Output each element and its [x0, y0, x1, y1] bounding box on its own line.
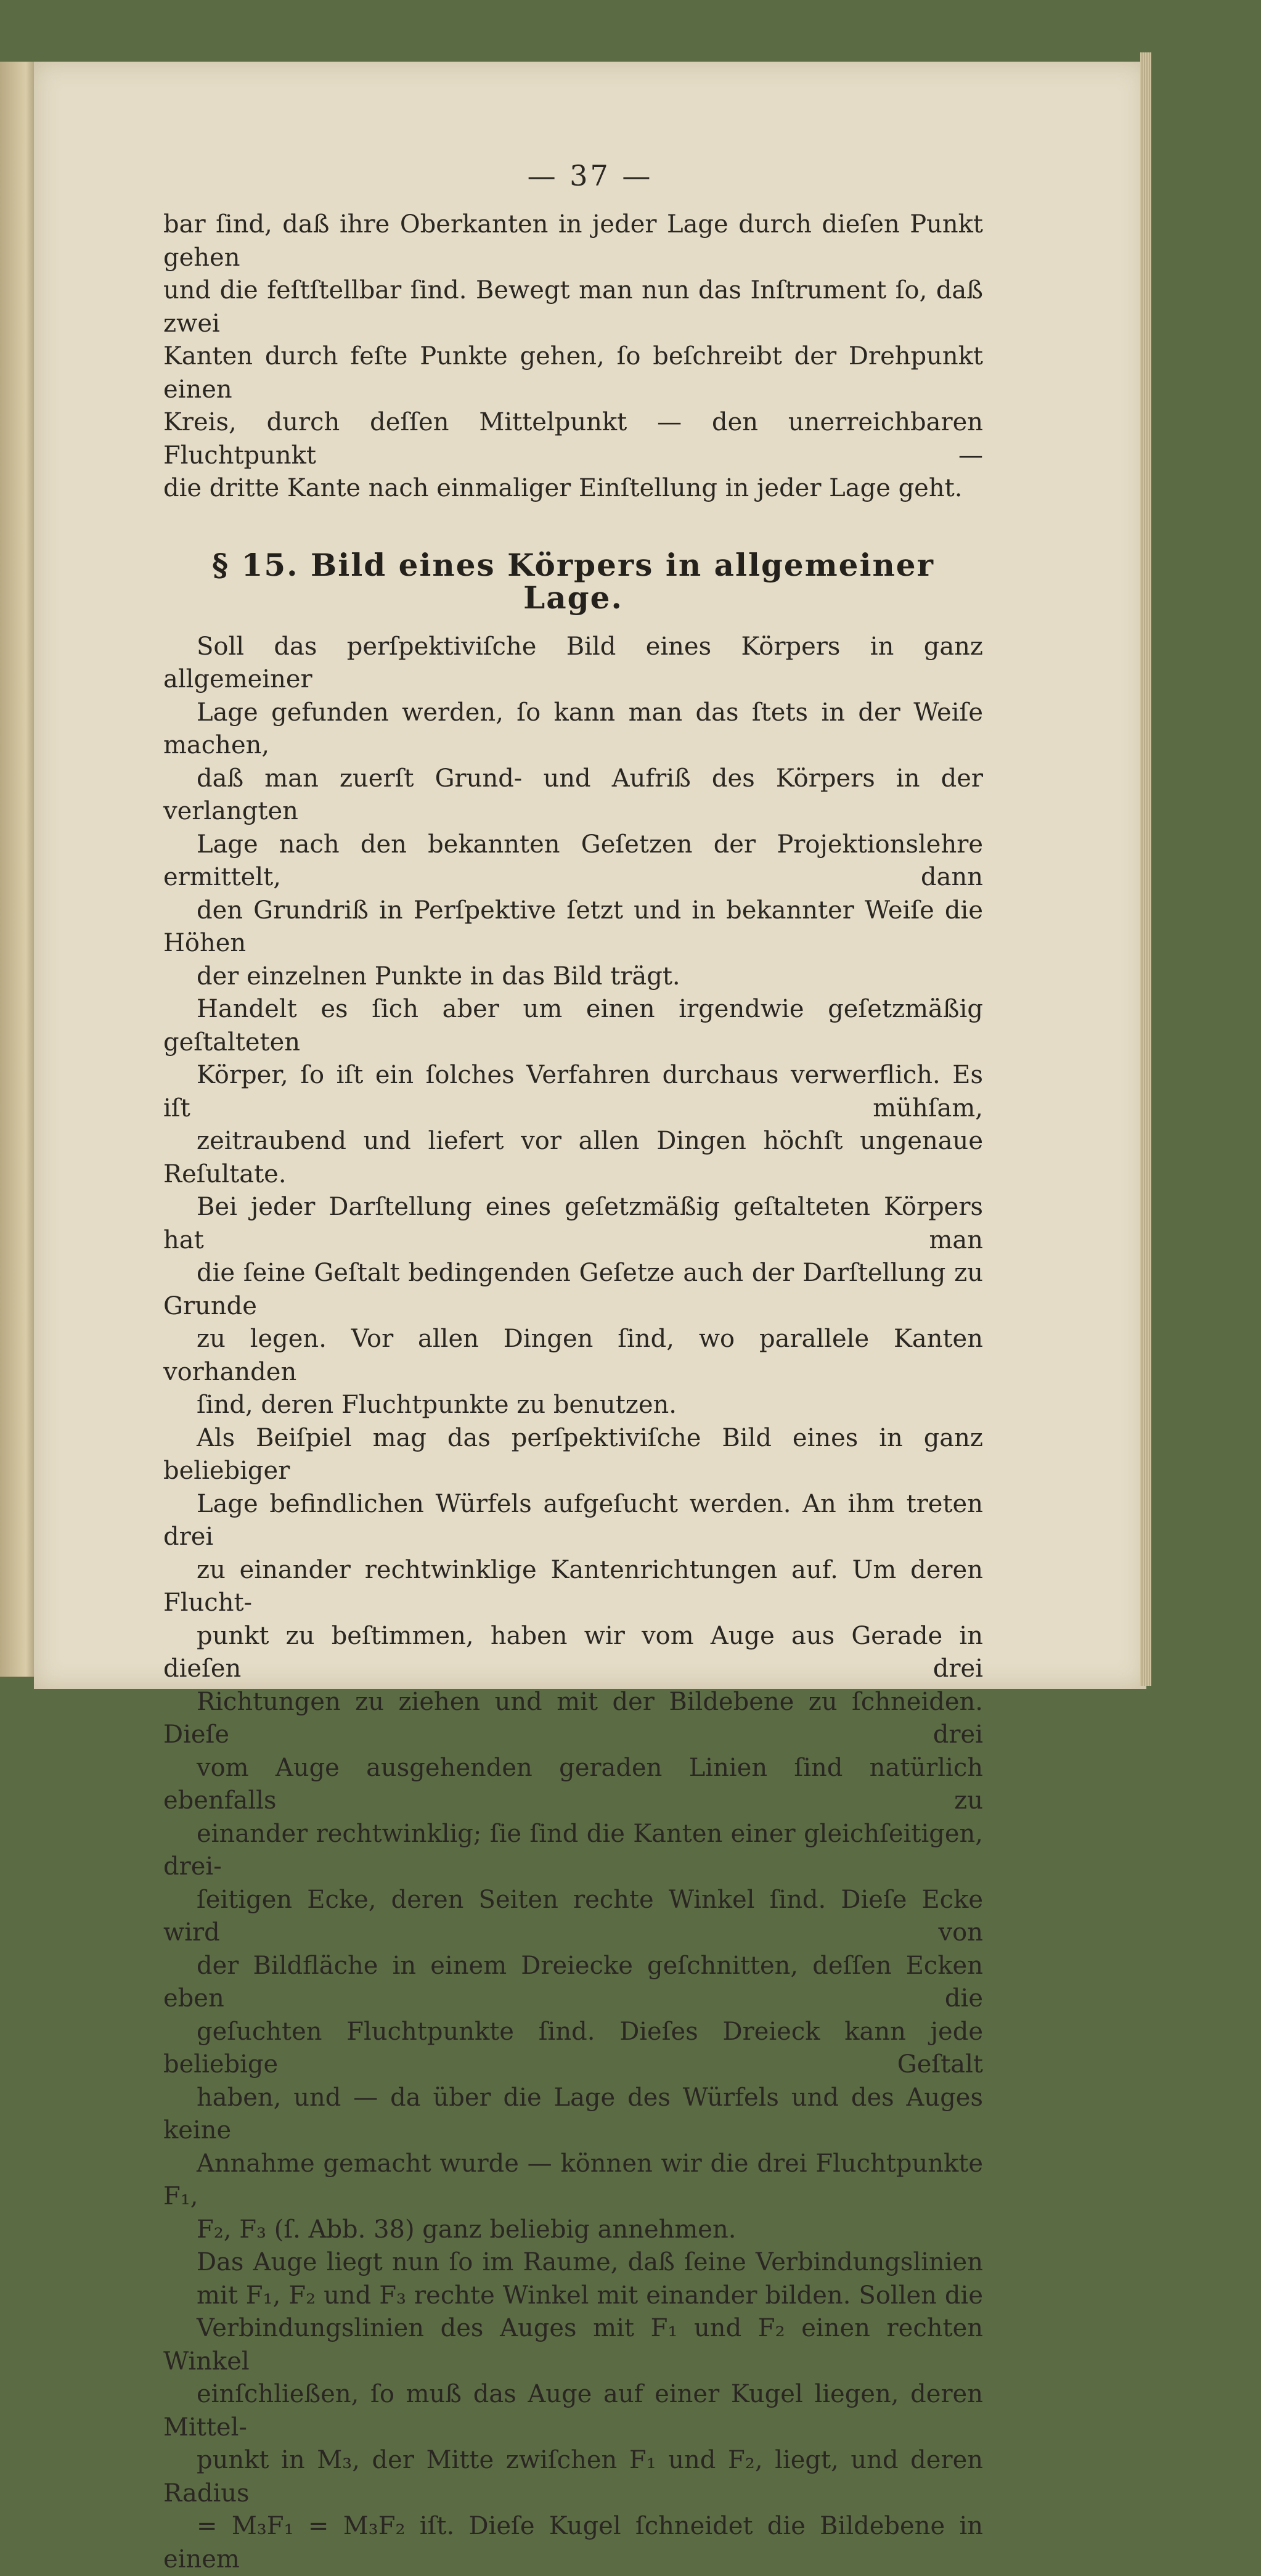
text-line: mit F₁, F₂ und F₃ rechte Winkel mit einander bilden. Sollen die [197, 2281, 983, 2310]
intro-paragraph [163, 208, 983, 505]
text-line: Lage nach den bekannten Geſetzen der Projektionslehre ermittelt, dann [163, 830, 983, 891]
text-line: zu legen. Vor allen Dingen ſind, wo parallele Kanten vorhanden [163, 1325, 983, 1386]
text-line: zu einander rechtwinklige Kantenrichtungen auf. Um deren Flucht- [163, 1555, 983, 1617]
section-heading: § 15. Bild eines Körpers in allgemeiner Lage. [212, 546, 934, 616]
text-line: Lage befindlichen Würfels aufgeſucht werden. An ihm treten drei [163, 1489, 983, 1551]
text-line: Soll das perſpektiviſche Bild eines Körpers in ganz allgemeiner [163, 632, 983, 693]
text-line: Kreis, durch deſſen Mittelpunkt — den unerreichbaren Fluchtpunkt — [163, 408, 983, 470]
text-line: einander rechtwinklig; ſie ſind die Kanten einer gleichſeitigen, drei- [163, 1819, 983, 1881]
text-line: punkt in M₃, der Mitte zwiſchen F₁ und F₂, liegt, und deren Radius [163, 2446, 983, 2508]
text-line: geſuchten Fluchtpunkte ſind. Dieſes Dreieck kann jede beliebige Geſtalt [163, 2017, 983, 2079]
text-line: der einzelnen Punkte in das Bild trägt. [197, 962, 680, 991]
paragraph-2 [163, 993, 983, 1422]
paragraph-1 [163, 631, 983, 994]
paragraph-3 [163, 1422, 983, 2247]
text-line: daß man zuerſt Grund- und Aufriß des Körpers in der verlangten [163, 764, 983, 825]
book-page [34, 62, 1146, 2574]
text-line: haben, und — da über die Lage des Würfels und des Auges keine [163, 2083, 983, 2145]
text-line: den Grundriß in Perſpektive ſetzt und in bekannter Weiſe die Höhen [163, 896, 983, 957]
text-line: Als Beiſpiel mag das perſpektiviſche Bild eines in ganz beliebiger [163, 1423, 983, 1485]
text-line: F₂, F₃ (ſ. Abb. 38) ganz beliebig annehmen. [197, 2215, 737, 2244]
text-line: Bei jeder Darſtellung eines geſetzmäßig geſtalteten Körpers hat man [163, 1193, 983, 1254]
paragraph-4 [163, 2246, 983, 2576]
text-line: einſchließen, ſo muß das Auge auf einer Kugel liegen, deren Mittel- [163, 2380, 983, 2442]
text-line: ſeitigen Ecke, deren Seiten rechte Winkel ſind. Dieſe Ecke wird von [163, 1885, 983, 1947]
text-line: und die feſtſtellbar ſind. Bewegt man nun das Inſtrument ſo, daß zwei [163, 276, 983, 338]
text-line: bar ſind, daß ihre Oberkanten in jeder Lage durch dieſen Punkt gehen [163, 210, 983, 272]
text-line: Verbindungslinien des Auges mit F₁ und F₂ einen rechten Winkel [163, 2314, 983, 2376]
text-line: ſind, deren Fluchtpunkte zu benutzen. [197, 1391, 677, 1419]
page-body [163, 208, 983, 2576]
page-edges [1140, 52, 1151, 1686]
text-line: vom Auge ausgehenden geraden Linien ſind natürlich ebenfalls zu [163, 1753, 983, 1815]
text-line: = M₃F₁ = M₃F₂ iſt. Dieſe Kugel ſchneidet die Bildebene in einem [163, 2512, 983, 2574]
text-line: der Bildfläche in einem Dreiecke geſchnitten, deſſen Ecken eben die [163, 1951, 983, 2013]
text-line: Handelt es ſich aber um einen irgendwie geſetzmäßig geſtalteten [163, 995, 983, 1057]
text-line: Richtungen zu ziehen und mit der Bildebene zu ſchneiden. Dieſe drei [163, 1687, 983, 1749]
text-line: die ſeine Geſtalt bedingenden Geſetze auch der Darſtellung zu Grunde [163, 1259, 983, 1320]
text-line: Annahme gemacht wurde — können wir die drei Fluchtpunkte F₁, [163, 2149, 983, 2210]
text-line: zeitraubend und liefert vor allen Dingen höchſt ungenaue Reſultate. [163, 1127, 983, 1188]
text-line: Körper, ſo iſt ein ſolches Verfahren durchaus verwerflich. Es iſt mühſam, [163, 1061, 983, 1122]
text-line: Kanten durch feſte Punkte gehen, ſo beſchreibt der Drehpunkt einen [163, 342, 983, 404]
text-line: punkt zu beſtimmen, haben wir vom Auge aus Gerade in dieſen drei [163, 1621, 983, 1683]
text-line: Lage gefunden werden, ſo kann man das ſtets in der Weiſe machen, [163, 698, 983, 759]
text-line: Das Auge liegt nun ſo im Raume, daß ſeine Verbindungslinien [197, 2248, 983, 2276]
text-line: die dritte Kante nach einmaliger Einſtellung in jeder Lage geht. [163, 474, 963, 502]
page-number: — 37 — [527, 159, 653, 192]
